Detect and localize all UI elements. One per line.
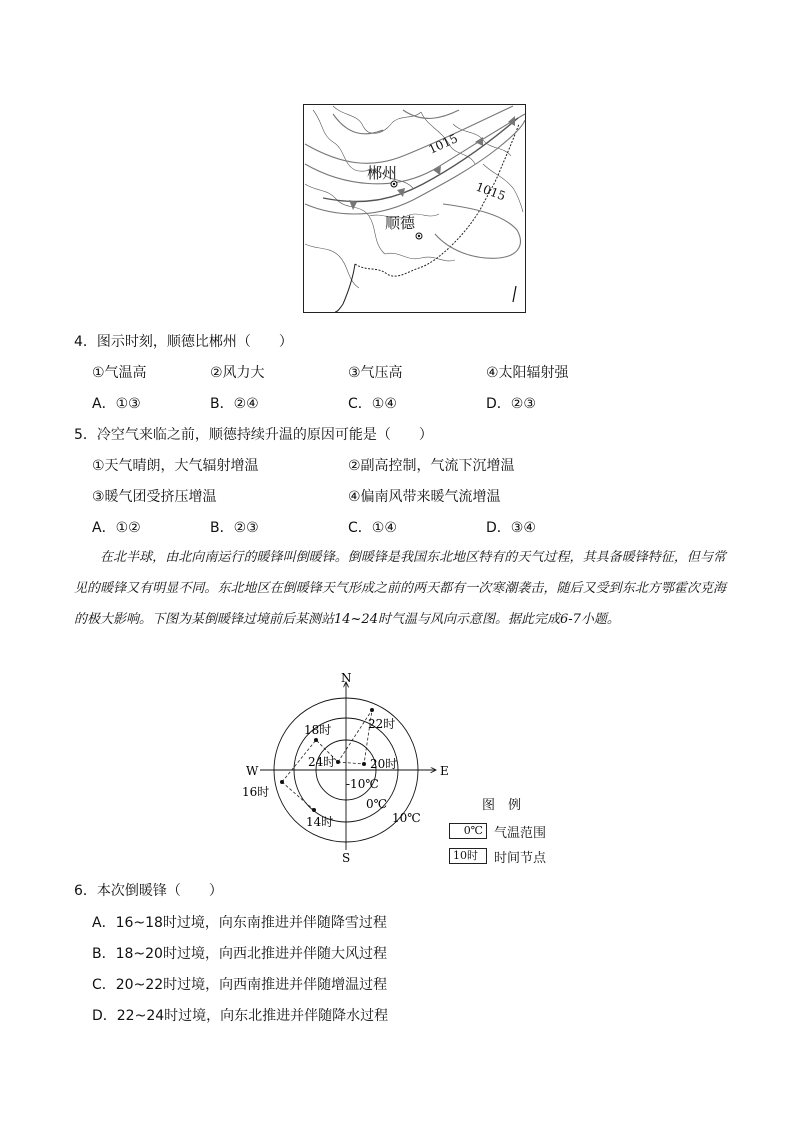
q4-item-3: ③气压高 bbox=[348, 365, 403, 381]
question-6-stem: 6．本次倒暖锋（ ） bbox=[74, 883, 223, 899]
q4-choice-c[interactable]: C．①④ bbox=[348, 396, 397, 412]
time-label-14: 14时 bbox=[306, 815, 334, 829]
q5-item-1: ①天气晴朗，大气辐射增温 bbox=[92, 458, 259, 474]
q5-choice-b[interactable]: B．②③ bbox=[210, 520, 259, 536]
reading-passage: 在北半球，由北向南运行的暖锋叫倒暖锋。倒暖锋是我国东北地区特有的天气过程，其具备暖锋特征，但与常见的暖锋又有明显不同。东北地区在倒暖锋天气形成之前的两天都有一次寒潮袭击，随后又受到东北方鄂霍次克海的极大影响。下图为某倒暖锋过境前后某测站14~24时气温与风向示意图。据此完成6-7小题。 bbox=[74, 550, 726, 627]
legend-label-time: 时间节点 bbox=[494, 851, 547, 866]
q5-choice-c[interactable]: C．①④ bbox=[348, 520, 397, 536]
q6-choice-b[interactable]: B．18~20时过境，向西北推进并伴随大风过程 bbox=[92, 946, 387, 962]
q4-choice-d[interactable]: D．②③ bbox=[486, 396, 536, 412]
q6-choice-a[interactable]: A．16~18时过境，向东南推进并伴随降雪过程 bbox=[92, 915, 387, 931]
warm-front-diagram bbox=[238, 670, 460, 866]
q4-item-2: ②风力大 bbox=[210, 365, 265, 381]
legend-title: 图 例 bbox=[482, 798, 522, 813]
direction-e: E bbox=[440, 764, 449, 778]
temp-label-0: 0℃ bbox=[366, 797, 388, 811]
q4-item-1: ①气温高 bbox=[92, 365, 147, 381]
temp-label-minus10: -10℃ bbox=[346, 777, 379, 791]
q4-item-4: ④太阳辐射强 bbox=[486, 365, 569, 381]
direction-s: S bbox=[342, 851, 351, 865]
question-4-stem: 4．图示时刻，顺德比郴州（ ） bbox=[74, 334, 293, 350]
time-label-20: 20时 bbox=[370, 757, 398, 771]
city-label-shunde: 顺德 bbox=[385, 214, 416, 232]
time-label-22: 22时 bbox=[368, 717, 396, 731]
legend-label-temp: 气温范围 bbox=[494, 826, 547, 841]
weather-map bbox=[303, 104, 526, 313]
direction-w: W bbox=[246, 764, 259, 778]
q6-choice-d[interactable]: D．22~24时过境，向东北推进并伴随降水过程 bbox=[92, 1008, 389, 1024]
question-5-stem: 5．冷空气来临之前，顺德持续升温的原因可能是（ ） bbox=[74, 427, 433, 443]
q5-item-3: ③暖气团受挤压增温 bbox=[92, 489, 217, 505]
city-label-chenzhou: 郴州 bbox=[367, 164, 398, 182]
legend-sample-temp: 0℃ bbox=[449, 823, 487, 839]
q5-item-4: ④偏南风带来暖气流增温 bbox=[348, 489, 501, 505]
q6-choice-c[interactable]: C．20~22时过境，向西南推进并伴随增温过程 bbox=[92, 977, 388, 993]
temp-label-10: 10℃ bbox=[392, 811, 421, 825]
q5-choice-d[interactable]: D．③④ bbox=[486, 520, 536, 536]
time-label-24: 24时 bbox=[308, 755, 336, 769]
q4-choice-a[interactable]: A．①③ bbox=[92, 396, 141, 412]
q5-choice-a[interactable]: A．①② bbox=[92, 520, 141, 536]
time-label-18: 18时 bbox=[304, 723, 332, 737]
isobar-label-2: 1015 bbox=[473, 179, 508, 204]
time-label-16: 16时 bbox=[242, 785, 270, 799]
direction-n: N bbox=[341, 671, 352, 685]
isobar-label-1: 1015 bbox=[426, 131, 460, 157]
q4-choice-b[interactable]: B．②④ bbox=[210, 396, 259, 412]
q5-item-2: ②副高控制，气流下沉增温 bbox=[348, 458, 515, 474]
legend-sample-time: 10时 bbox=[449, 848, 487, 864]
